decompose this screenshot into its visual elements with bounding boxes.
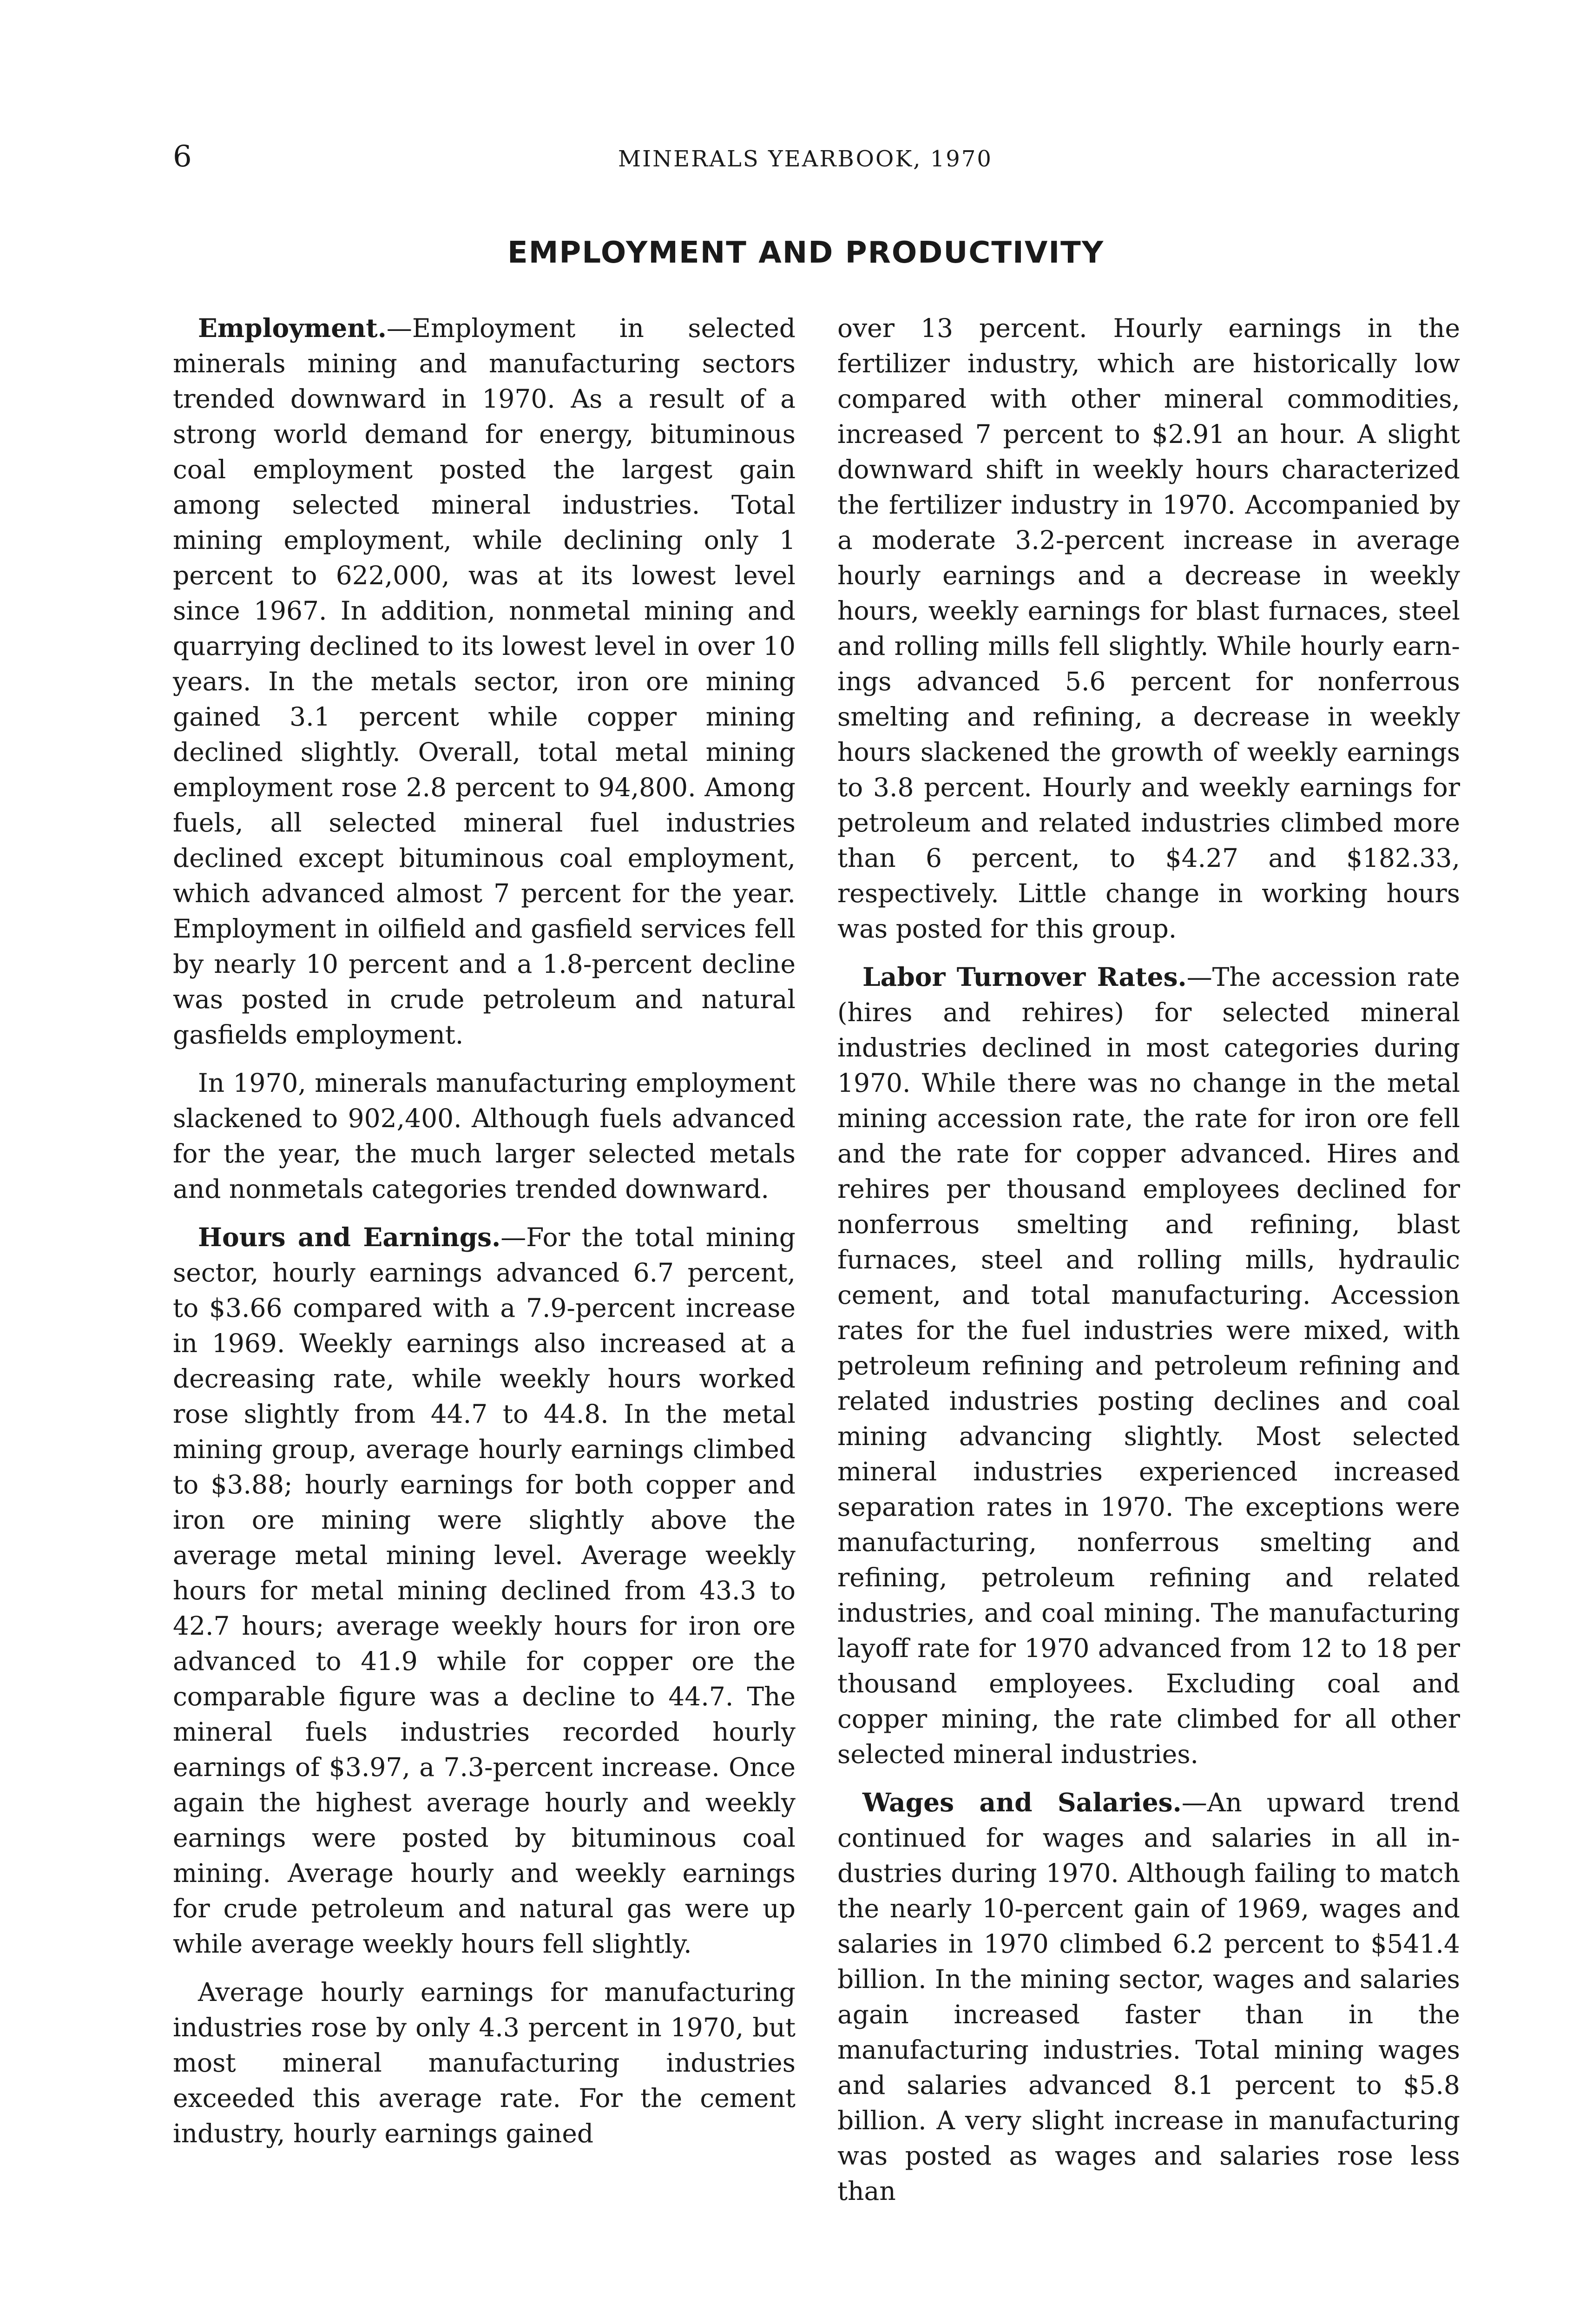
continuation-paragraph: over 13 percent. Hourly earnings in the fertilizer industry, which are historically low compared with other mineral commodities, increased 7 percent to $2.91 an hour. A slight downward shift in weekly hours characterized the fertilizer industry in 1970. Accompanied by a moderate 3.2-percent increase in average hourly earnings and a decrease in weekly hours, weekly earnings for blast furnaces, steel and rolling mills fell slightly. While hourly earnings advanced 5.6 percent for nonferrous smelting and refining, a decrease in weekly hours slackened the growth of weekly earnings to 3.8 percent. Hourly and weekly earnings for petroleum and related industries climbed more than 6 percent, to $4.27 and $182.33, respectively. Little change in working hours was posted for this group. xyxy=(837,313,1460,944)
hours-earnings-text: —For the total mining sector, hourly earnings advanced 6.7 percent, to $3.66 compared with a 7.9-percent increase in 1969. Weekly earnings also increased at a decreasing rate, while weekly hours worked rose slightly from 44.7 to 44.8. In the metal mining group, average hourly earnings climbed to $3.88; hourly earnings for both copper and iron ore mining were slightly above the average metal mining level. Average weekly hours for metal mining declined from 43.3 to 42.7 hours; average weekly hours for iron ore advanced to 41.9 while for copper ore the comparable figure was a decline to 44.7. The mineral fuels industries recorded hourly earnings of $3.97, a 7.3-percent increase. Once again the highest average hourly and weekly earnings were posted by bituminous coal mining. Average hourly and weekly earnings for crude petroleum and natural gas were up while average weekly hours fell slightly. xyxy=(173,1222,796,1959)
hours-earnings-paragraph xyxy=(173,1220,796,1961)
employment-text: —Employment in selected minerals mining and manufacturing sectors trended downward in 1970. As a result of a strong world demand for energy, bituminous coal employment posted the largest gain among selected mineral industries. Total mining employment, while declining only 1 percent to 622,000, was at its lowest level since 1967. In addition, nonmetal mining and quarrying declined to its lowest level in over 10 years. In the metals sector, iron ore mining gained 3.1 percent while copper mining declined slightly. Overall, total metal mining employment rose 2.8 percent to 94,800. Among fuels, all selected mineral fuel industries declined except bituminous coal employment, which advanced almost 7 percent for the year. Employment in oilfield and gasfield services fell by nearly 10 percent and a 1.8-percent decline was posted in crude petroleum and natural gasfields employment. xyxy=(173,313,796,1050)
running-head: MINERALS YEARBOOK, 1970 xyxy=(618,146,993,172)
manufacturing-employment-paragraph: In 1970, minerals manufacturing employment slackened to 902,400. Although fuels advanced for the year, the much larger selected metals and nonmetals categories trended downward. xyxy=(173,1068,796,1204)
wages-salaries-paragraph xyxy=(837,1785,1460,2209)
labor-turnover-paragraph xyxy=(837,959,1460,1772)
page-number: 6 xyxy=(173,139,192,174)
employment-heading: Employment. xyxy=(198,313,387,343)
right-column xyxy=(837,310,1460,2222)
labor-turnover-text: —The accession rate (hires and rehires) for selected mineral industries declined in most categories during 1970. While there was no change in the metal mining accession rate, the rate for iron ore fell and the rate for copper advanced. Hires and rehires per thousand employees declined for nonferrous smelting and refining, blast furnaces, steel and rolling mills, hydraulic cement, and total manufacturing. Accession rates for the fuel industries were mixed, with petroleum refining and petroleum refining and related industries posting declines and coal mining advancing slightly. Most selected mineral industries experienced increased separation rates in 1970. The exceptions were manufacturing, nonferrous smelting and refining, petroleum refining and related industries, and coal mining. The manufacturing layoff rate for 1970 advanced from 12 to 18 per thousand employees. Excluding coal and copper mining, the rate climbed for all other selected mineral industries. xyxy=(837,962,1460,1769)
left-column xyxy=(173,310,796,2164)
hours-earnings-heading: Hours and Earnings. xyxy=(198,1222,501,1252)
manufacturing-earnings-paragraph: Average hourly earnings for manufacturing industries rose by only 4.3 percent in 1970, but most mineral manufacturing industries exceeded this average rate. For the cement industry, hourly earnings gained xyxy=(173,1977,796,2148)
labor-turnover-heading: Labor Turnover Rates. xyxy=(862,962,1187,992)
wages-salaries-text: —An upward trend continued for wages and salaries in all industries during 1970. Although failing to match the nearly 10-percent gain of 1969, wages and salaries in 1970 climbed 6.2 percent to $541.4 billion. In the mining sector, wages and salaries again increased faster than in the manufacturing industries. Total mining wages and salaries advanced 8.1 percent to $5.8 billion. A very slight increase in manufacturing was posted as wages and salaries rose less than xyxy=(837,1788,1460,2206)
wages-salaries-heading: Wages and Salaries. xyxy=(862,1787,1182,1817)
section-title: EMPLOYMENT AND PRODUCTIVITY xyxy=(507,236,1105,270)
employment-paragraph xyxy=(173,310,796,1052)
